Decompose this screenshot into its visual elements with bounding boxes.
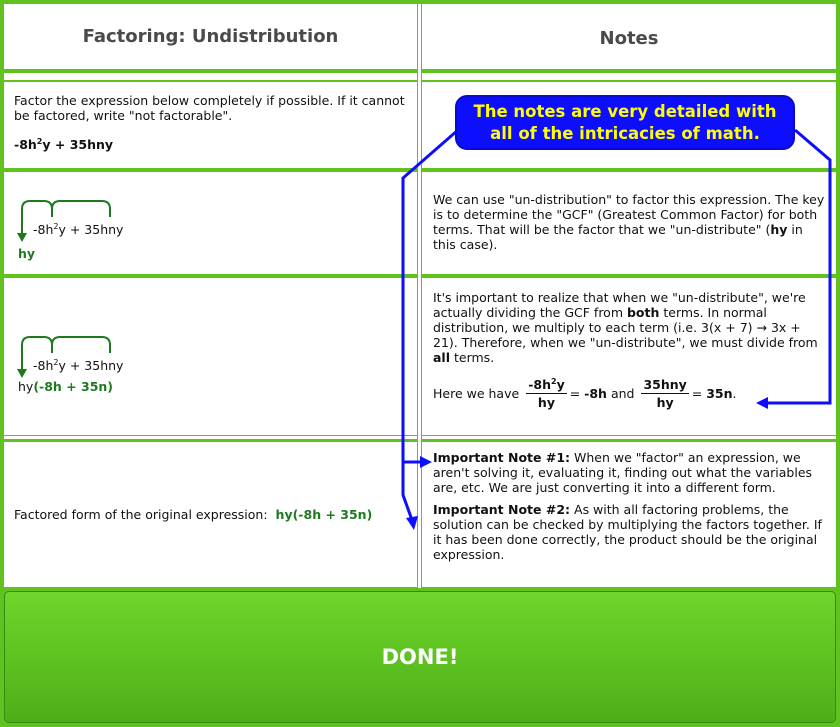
factored-form-label: Factored form of the original expression: xyxy=(14,507,268,522)
row1-left xyxy=(4,82,417,168)
column-divider xyxy=(417,4,422,588)
row4-right xyxy=(422,442,836,587)
row3-left xyxy=(4,278,417,435)
done-button[interactable]: DONE! xyxy=(4,591,836,723)
important-note-1: Important Note #1: When we "factor" an expression, we aren't solving it, evaluating it, finding out what the variables are, etc. We are just converting it into a different form. xyxy=(433,450,813,495)
problem-expression: $-8h^2y + 35hny$ xyxy=(14,136,114,152)
factored-result: hy(-8h + 35n) xyxy=(18,379,114,394)
header-left xyxy=(4,4,417,69)
row3-expression: $-8h^2y + 35hny$ xyxy=(33,357,124,373)
problem-statement: Factor the expression below completely if possible. If it cannot be factored, write "not factorable". xyxy=(14,93,405,123)
row2-left xyxy=(4,172,417,274)
row2-expression: $-8h^2y + 35hny$ xyxy=(33,221,124,237)
row2-right: We can use "un-distribution" to factor this expression. The key is to determine the "GCF" (Greatest Common Factor) for both terms. That will be the factor that we "un-distribute" (hy in this case). xyxy=(422,172,836,274)
row3-right xyxy=(422,278,836,435)
header-right xyxy=(422,4,836,69)
gcf-division-note: It's important to realize that when we "un-distribute", we're actually dividing the GCF from both terms. In normal distribution, we multiply to each term (i.e. 3(x + 7) → 3x + 21). Therefore, when we "un-distribute", we must divide from all terms. xyxy=(433,290,818,365)
fraction-2: $\frac{\text{35hny}}{hy}$ xyxy=(643,377,687,410)
notes-title: Notes xyxy=(599,28,659,49)
final-answer: hy(-8h + 35n) xyxy=(275,507,373,522)
fraction-1: $\frac{-8h^2y}{hy}$ xyxy=(528,376,565,410)
division-equation: Here we have $\frac{-8h^2y}{hy}$ = -8h and $\frac{\text{35hny}}{hy}$ = 35n . xyxy=(433,376,737,410)
row4-left xyxy=(4,442,417,587)
page-title: Factoring: Undistribution xyxy=(82,26,339,47)
gcf-factor: hy xyxy=(18,246,36,261)
notes-callout: The notes are very detailed with all of the intricacies of math. xyxy=(455,95,795,150)
important-note-2: Important Note #2: As with all factoring problems, the solution can be checked by multiplying the factors together. If it has been done correctly, the product should be the original expression. xyxy=(433,502,822,562)
